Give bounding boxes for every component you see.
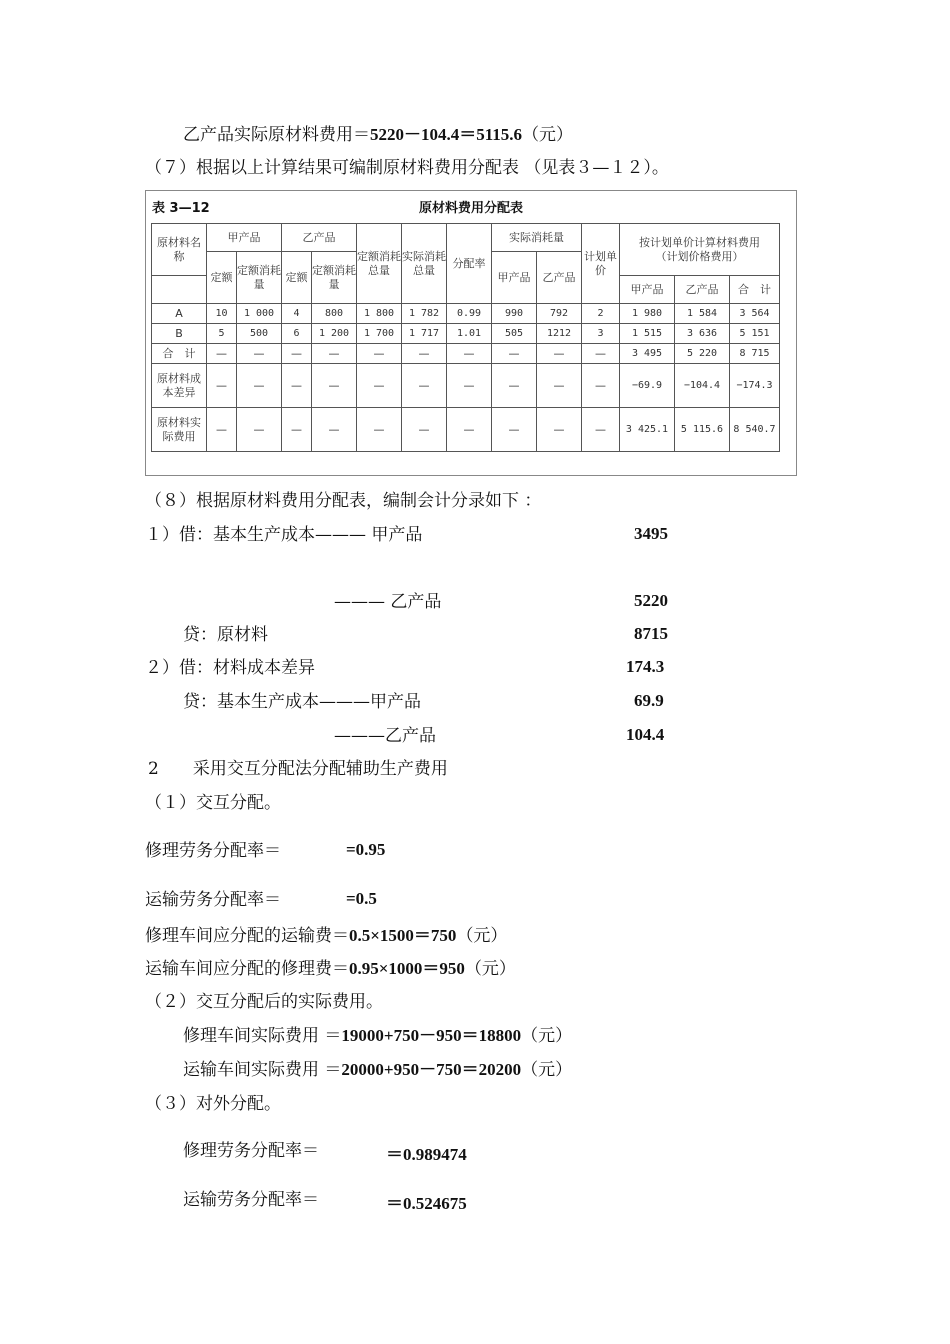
cell: —: [282, 364, 312, 408]
cell: —: [312, 344, 357, 364]
line-text: 运输车间应分配的修理费＝: [145, 959, 349, 979]
cell: —: [282, 344, 312, 364]
cell: 3: [582, 324, 620, 344]
cell: 505: [492, 324, 537, 344]
cell: 3 425.1: [620, 408, 675, 452]
external-repair-rate-label: 修理劳务分配率＝: [183, 1141, 319, 1161]
line-text: 运输车间实际费用 ＝: [183, 1060, 342, 1080]
section-2-step-3: （３）对外分配。: [145, 1094, 281, 1114]
cell: 1 200: [312, 324, 357, 344]
header-plan-sum: 合 计: [730, 276, 780, 304]
table-row: [152, 304, 780, 324]
table-grid: [151, 223, 780, 452]
cell: 5 151: [730, 324, 780, 344]
table-row: [152, 364, 780, 408]
unit: （元）: [522, 125, 574, 145]
header-plan-jia: 甲产品: [620, 276, 675, 304]
unit: （元）: [521, 1060, 573, 1080]
entry-2-credit-jia-amount: 69.9: [634, 691, 664, 710]
transport-actual-cost: [183, 1059, 572, 1081]
cell: 800: [312, 304, 357, 324]
cell: 8 540.7: [730, 408, 780, 452]
entry-1-credit: 贷：原材料: [183, 625, 268, 645]
cell: 10: [207, 304, 237, 324]
cell: —: [237, 344, 282, 364]
cell: −174.3: [730, 364, 780, 408]
header-actual-use: 实际消耗量: [492, 224, 582, 252]
cell: −69.9: [620, 364, 675, 408]
line-text: 修理车间实际费用 ＝: [183, 1026, 342, 1046]
header-plan-cost: [620, 224, 780, 276]
cell: 5 220: [675, 344, 730, 364]
external-transport-rate-label: 运输劳务分配率＝: [183, 1190, 319, 1210]
cell: 5 115.6: [675, 408, 730, 452]
header-total-quota: 定额消耗总量: [357, 224, 402, 304]
section-2-heading: 2 采用交互分配法分配辅助生产费用: [148, 759, 448, 779]
cell: —: [447, 364, 492, 408]
cell: —: [402, 364, 447, 408]
cell: 原材料实际费用: [152, 408, 207, 452]
cell: —: [207, 344, 237, 364]
cell: —: [537, 364, 582, 408]
cell: A: [152, 304, 207, 324]
cell: —: [582, 364, 620, 408]
cell: 792: [537, 304, 582, 324]
cell: 1 800: [357, 304, 402, 324]
cell: 1 980: [620, 304, 675, 324]
header-jia-quota-use: 定额消耗量: [237, 252, 282, 304]
table-row: [152, 408, 780, 452]
external-repair-rate-value: ＝0.989474: [386, 1145, 467, 1164]
line-text: 乙产品实际原材料费用＝: [183, 125, 370, 145]
cell: 1 717: [402, 324, 447, 344]
cell: —: [312, 408, 357, 452]
cell: 990: [492, 304, 537, 324]
cell: 2: [582, 304, 620, 324]
cell: 3 636: [675, 324, 730, 344]
cell: 6: [282, 324, 312, 344]
table-row: [152, 324, 780, 344]
header-yi: 乙产品: [282, 224, 357, 252]
repair-rate-label: 修理劳务分配率＝: [145, 841, 281, 861]
section-2-step-2: （２）交互分配后的实际费用。: [145, 992, 383, 1012]
line-step-8: （８）根据原材料费用分配表，编制会计分录如下 ：: [145, 491, 542, 511]
cell: —: [237, 364, 282, 408]
external-transport-rate-value: ＝0.524675: [386, 1194, 467, 1213]
cell: 8 715: [730, 344, 780, 364]
unit: （元）: [464, 959, 516, 979]
header-actual-yi: 乙产品: [537, 252, 582, 304]
line-text: 修理车间应分配的运输费＝: [145, 926, 349, 946]
cell: 1 782: [402, 304, 447, 324]
unit: （元）: [521, 1026, 573, 1046]
cell: —: [492, 408, 537, 452]
cell: 5: [207, 324, 237, 344]
formula: 0.5×1500＝750: [349, 926, 457, 945]
repair-actual-cost: [183, 1025, 572, 1047]
header-jia: 甲产品: [207, 224, 282, 252]
cell: 4: [282, 304, 312, 324]
cell: 合 计: [152, 344, 207, 364]
transport-rate-value: =0.5: [346, 889, 377, 908]
entry-1-debit-yi: ——— 乙产品: [334, 592, 442, 612]
cell: —: [282, 408, 312, 452]
header-total-actual: 实际消耗总量: [402, 224, 447, 304]
cell: —: [582, 408, 620, 452]
cell: 1212: [537, 324, 582, 344]
transport-repair-fee: [145, 958, 516, 980]
cell: —: [357, 344, 402, 364]
cell: —: [357, 364, 402, 408]
header-plan-cost-label: 按计划单价计算材料费用: [639, 235, 760, 249]
header-material-name: 原材料名称: [152, 224, 207, 276]
material-cost-table: [145, 190, 797, 476]
table-title-row: [146, 191, 796, 219]
table-number: 表 3—12: [152, 201, 210, 216]
repair-rate-line: [145, 840, 281, 862]
cell: 1.01: [447, 324, 492, 344]
cell: —: [402, 408, 447, 452]
cell: 1 515: [620, 324, 675, 344]
header-jia-quota: 定额: [207, 252, 237, 304]
cell: 原材料成本差异: [152, 364, 207, 408]
cell: —: [492, 344, 537, 364]
cell: 0.99: [447, 304, 492, 324]
line-yi-actual-cost: [183, 124, 573, 146]
cell: —: [447, 408, 492, 452]
entry-2-credit-jia: 贷：基本生产成本———甲产品: [183, 692, 421, 712]
cell: —: [207, 408, 237, 452]
cell: —: [237, 408, 282, 452]
entry-1-amount: 3495: [634, 524, 668, 543]
entry-2-debit: ２）借：材料成本差异: [145, 658, 315, 678]
header-material-name-cont: [152, 276, 207, 304]
cell: 500: [237, 324, 282, 344]
header-yi-quota-use: 定额消耗量: [312, 252, 357, 304]
entry-1-yi-amount: 5220: [634, 591, 668, 610]
cell: 1 000: [237, 304, 282, 324]
cell: 1 584: [675, 304, 730, 324]
line-step-7: （７）根据以上计算结果可编制原材料费用分配表 （见表３—１２）。: [145, 158, 669, 178]
entry-1-debit-jia: １）借：基本生产成本——— 甲产品: [145, 525, 423, 545]
cell: —: [312, 364, 357, 408]
header-plan-yi: 乙产品: [675, 276, 730, 304]
transport-rate-line: [145, 889, 281, 911]
cell: —: [537, 344, 582, 364]
unit: （元）: [456, 926, 508, 946]
entry-2-credit-yi-amount: 104.4: [626, 725, 665, 744]
section-2-step-1: （１）交互分配。: [145, 793, 281, 813]
formula: 19000+750－950＝18800: [341, 1026, 522, 1045]
header-actual-jia: 甲产品: [492, 252, 537, 304]
cell: −104.4: [675, 364, 730, 408]
formula: 5220－104.4＝5115.6: [370, 125, 523, 144]
entry-2-credit-yi: ———乙产品: [334, 726, 436, 746]
formula: 20000+950－750＝20200: [341, 1060, 522, 1079]
formula: 0.95×1000＝950: [349, 959, 465, 978]
table-row: [152, 344, 780, 364]
cell: B: [152, 324, 207, 344]
cell: 3 564: [730, 304, 780, 324]
header-yi-quota: 定额: [282, 252, 312, 304]
cell: 1 700: [357, 324, 402, 344]
cell: —: [402, 344, 447, 364]
header-rate: 分配率: [447, 224, 492, 304]
cell: —: [357, 408, 402, 452]
cell: —: [537, 408, 582, 452]
repair-rate-value: =0.95: [346, 840, 386, 859]
cell: —: [492, 364, 537, 408]
cell: —: [582, 344, 620, 364]
transport-rate-label: 运输劳务分配率＝: [145, 890, 281, 910]
cell: —: [447, 344, 492, 364]
header-plan-price: 计划单价: [582, 224, 620, 304]
entry-2-debit-amount: 174.3: [626, 657, 665, 676]
cell: —: [207, 364, 237, 408]
cell: 3 495: [620, 344, 675, 364]
repair-transport-fee: [145, 925, 507, 947]
table-title: 原材料费用分配表: [418, 201, 523, 216]
entry-1-credit-amount: 8715: [634, 624, 668, 643]
header-plan-cost-sub: （计划价格费用）: [655, 249, 744, 263]
